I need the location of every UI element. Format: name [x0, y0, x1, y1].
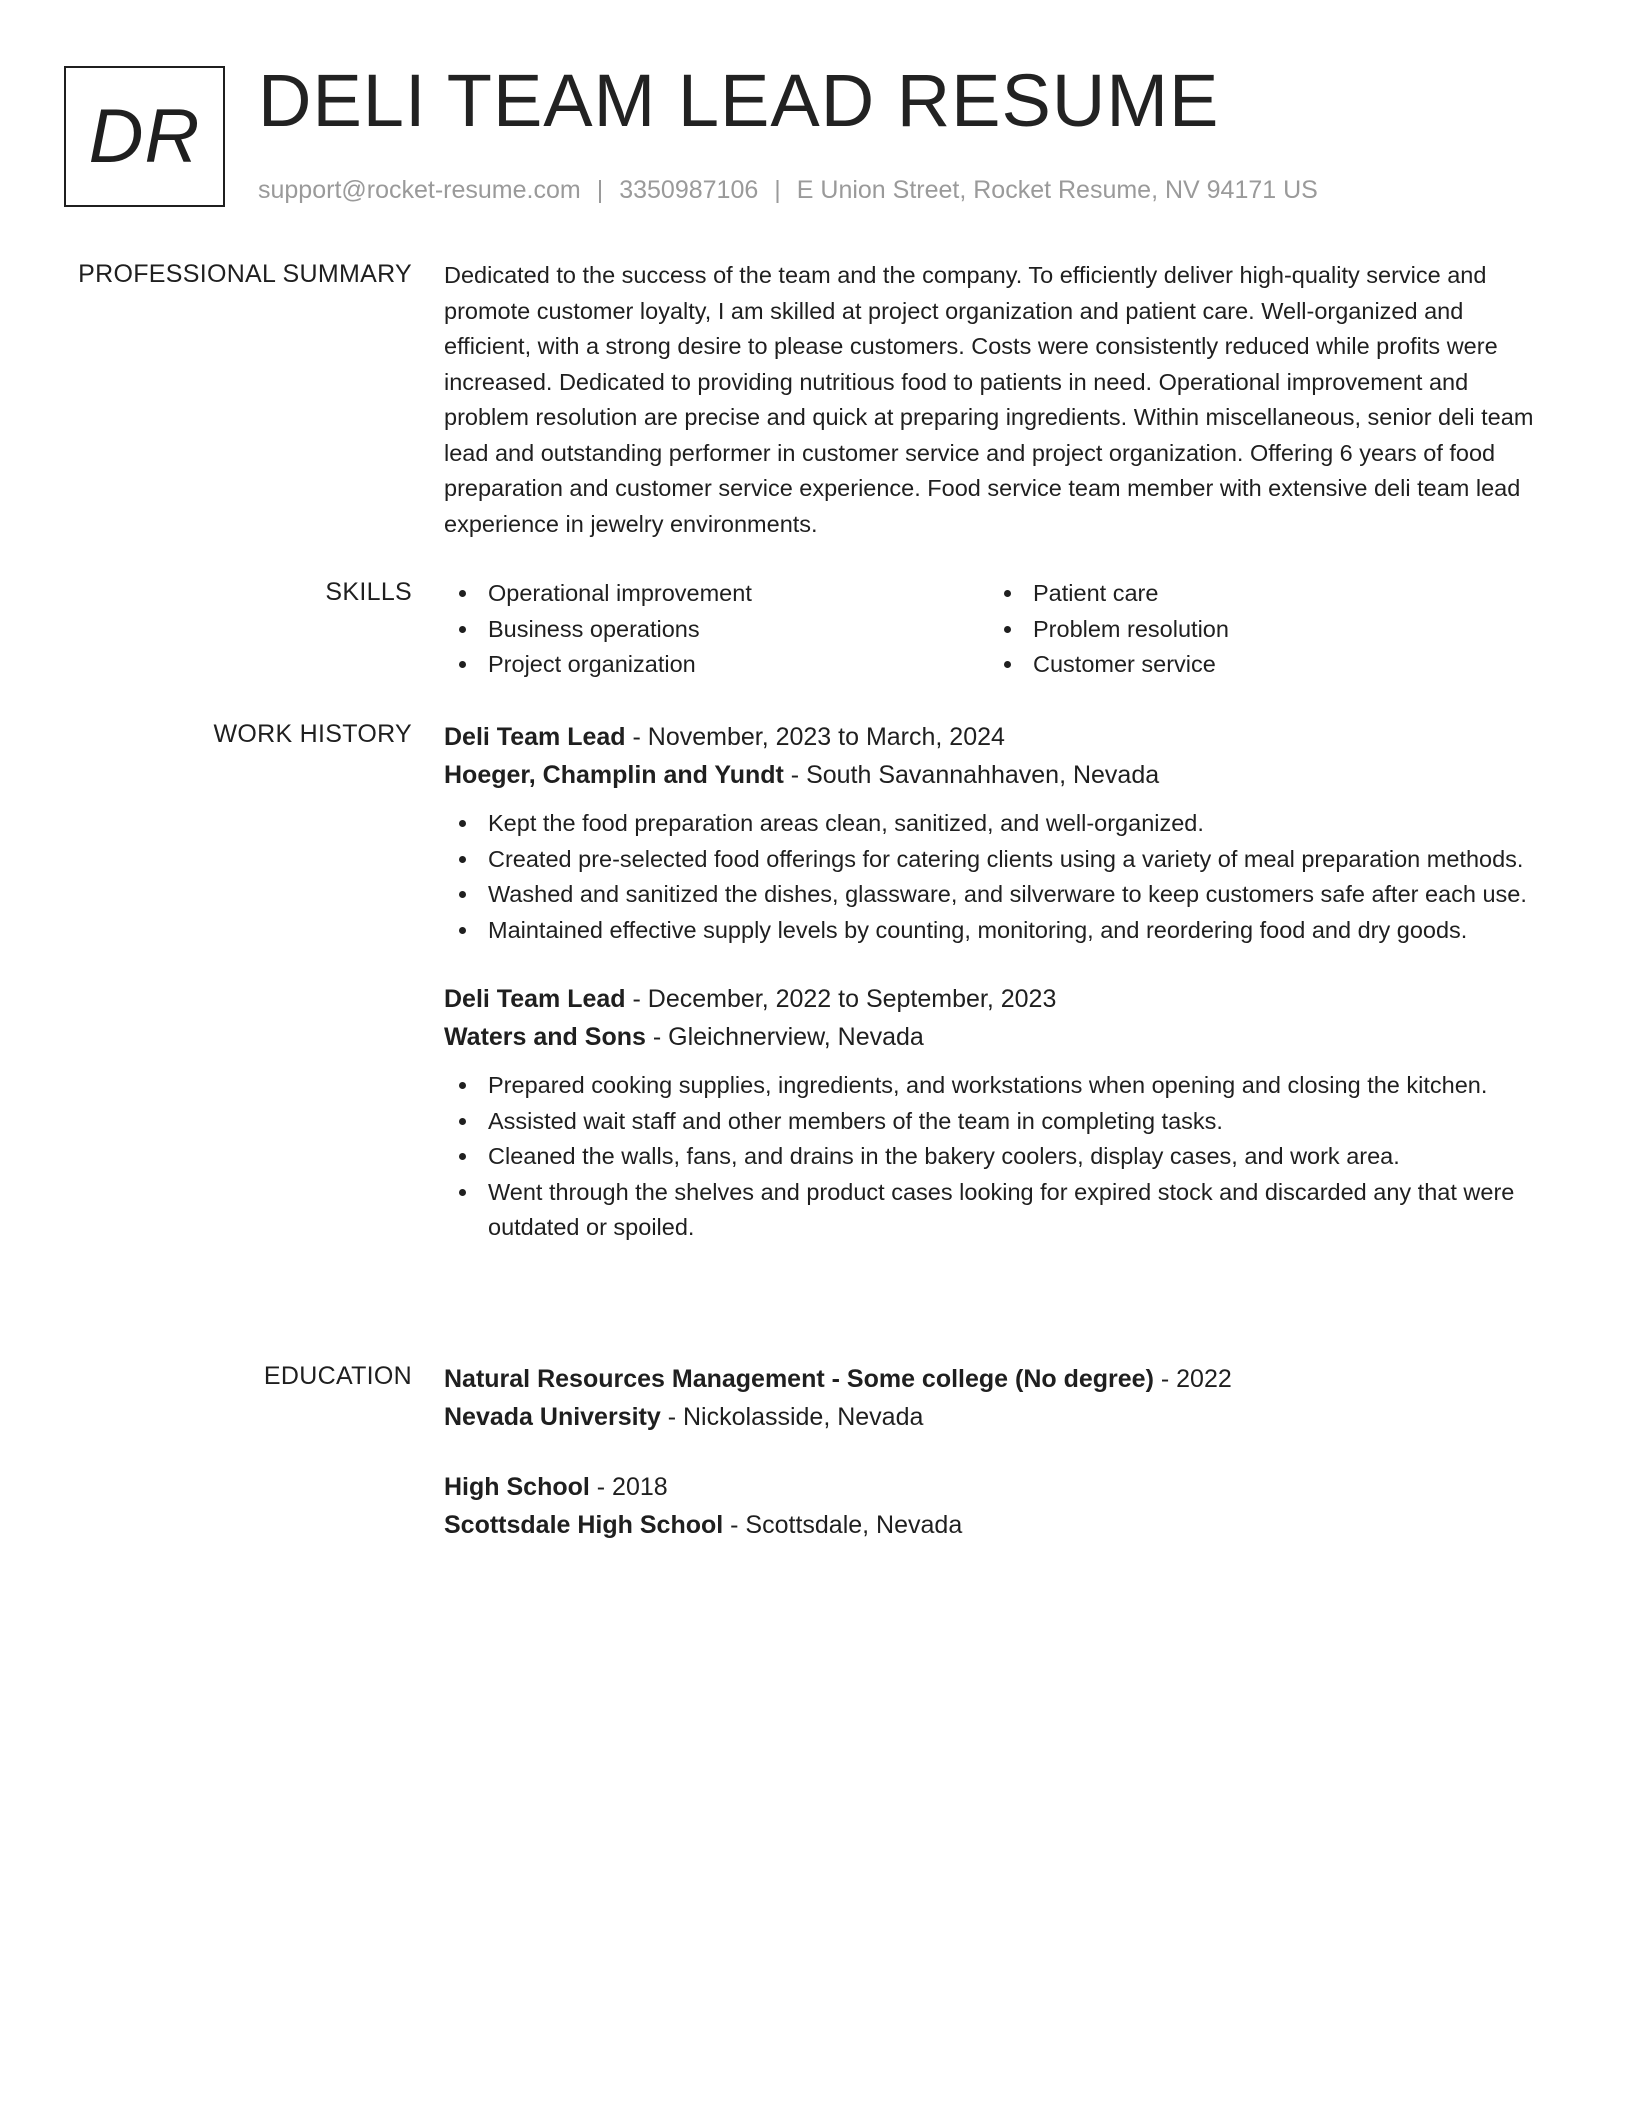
duty-item: Assisted wait staff and other members of the team in completing tasks.	[444, 1104, 1548, 1140]
education-entry	[444, 1468, 1548, 1544]
job-dates: - December, 2022 to September, 2023	[625, 985, 1057, 1013]
job-location: - Gleichnerview, Nevada	[645, 1023, 924, 1051]
duty-item: Went through the shelves and product cases looking for expired stock and discarded any that were outdated or spoiled.	[444, 1175, 1548, 1246]
education-heading: EDUCATION	[263, 1362, 412, 1390]
contact-line	[258, 174, 1318, 206]
edu-degree: High School	[444, 1473, 590, 1501]
contact-phone[interactable]: 3350987106	[619, 176, 759, 204]
skill-item: Business operations	[444, 612, 989, 648]
edu-school: Nevada University	[444, 1403, 661, 1431]
job-company: Waters and Sons	[444, 1023, 646, 1051]
summary-heading: PROFESSIONAL SUMMARY	[78, 260, 412, 288]
contact-email[interactable]: support@rocket-resume.com	[258, 176, 581, 204]
skill-item: Customer service	[989, 647, 1534, 683]
skill-item: Project organization	[444, 647, 989, 683]
duty-item: Prepared cooking supplies, ingredients, and workstations when opening and closing the kitchen.	[444, 1068, 1548, 1104]
contact-separator: |	[596, 176, 604, 204]
job-entry	[444, 718, 1548, 948]
job-location: - South Savannahhaven, Nevada	[783, 761, 1160, 789]
skills-list-right	[989, 576, 1534, 683]
skill-item: Operational improvement	[444, 576, 989, 612]
edu-location: - Scottsdale, Nevada	[723, 1511, 963, 1539]
contact-separator: |	[774, 176, 781, 204]
edu-year: - 2018	[589, 1473, 668, 1501]
job-title: Deli Team Lead	[444, 723, 626, 751]
summary-text: Dedicated to the success of the team and the company. To efficiently deliver high-quality service and promote customer loyalty, I am skilled at project organization and patient care. Well-organized and efficient, with a strong desire to please customers. Costs were consistently reduced while profits were increased. Dedicated to providing nutritious food to patients in need. Operational improvement and problem resolution are precise and quick at preparing ingredients. Within miscellaneous, senior deli team lead and outstanding performer in customer service and project organization. Offering 6 years of food preparation and customer service experience. Food service team member with extensive deli team lead experience in jewelry environments.	[444, 262, 1534, 537]
skill-item: Patient care	[989, 576, 1534, 612]
edu-degree: Natural Resources Management - Some college (No degree)	[444, 1365, 1154, 1393]
edu-location: - Nickolasside, Nevada	[660, 1403, 924, 1431]
resume-title: DELI TEAM LEAD RESUME	[258, 59, 1220, 142]
edu-school: Scottsdale High School	[444, 1511, 724, 1539]
duty-item: Maintained effective supply levels by counting, monitoring, and reordering food and dry goods.	[444, 913, 1548, 949]
job-company: Hoeger, Champlin and Yundt	[444, 761, 784, 789]
duty-item: Kept the food preparation areas clean, sanitized, and well-organized.	[444, 806, 1548, 842]
job-entry	[444, 980, 1548, 1246]
monogram-logo: DR	[64, 66, 225, 207]
work-heading: WORK HISTORY	[213, 720, 412, 748]
skills-heading: SKILLS	[325, 578, 412, 606]
skill-item: Problem resolution	[989, 612, 1534, 648]
job-title: Deli Team Lead	[444, 985, 626, 1013]
job-dates: - November, 2023 to March, 2024	[625, 723, 1005, 751]
edu-year: - 2022	[1153, 1365, 1232, 1393]
job-duties	[444, 1068, 1548, 1246]
skills-list-left	[444, 576, 989, 683]
duty-item: Washed and sanitized the dishes, glassware, and silverware to keep customers safe after each use.	[444, 877, 1548, 913]
job-duties	[444, 806, 1548, 948]
duty-item: Created pre-selected food offerings for catering clients using a variety of meal preparation methods.	[444, 842, 1548, 878]
duty-item: Cleaned the walls, fans, and drains in the bakery coolers, display cases, and work area.	[444, 1139, 1548, 1175]
contact-address: E Union Street, Rocket Resume, NV 94171 US	[796, 176, 1318, 204]
education-entry	[444, 1360, 1548, 1436]
